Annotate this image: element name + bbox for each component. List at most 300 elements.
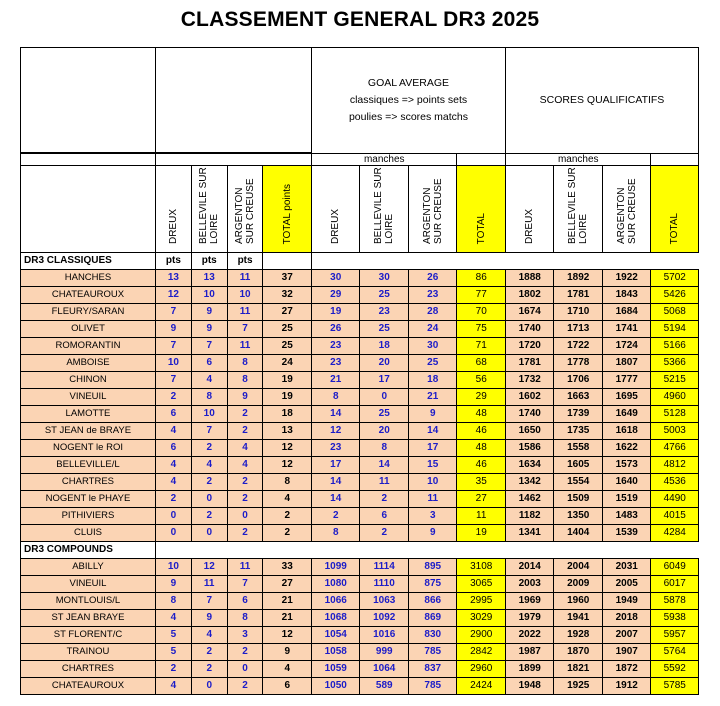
pts-label: pts [155,253,191,270]
goal-average-total: 71 [457,338,506,355]
goal-average-cell: 1080 [311,576,360,593]
goal-average-total: 2995 [457,593,506,610]
team-name: ABILLY [21,559,156,576]
goal-average-total: 46 [457,457,506,474]
goal-average-cell: 24 [408,321,457,338]
goal-average-cell: 999 [360,644,409,661]
goal-average-cell: 1068 [311,610,360,627]
score-cell: 1888 [505,270,554,287]
header-empty-points [155,48,311,153]
team-name: CHATEAUROUX [21,678,156,695]
total-points: 32 [263,287,312,304]
score-cell: 1674 [505,304,554,321]
score-cell: 1350 [554,508,603,525]
header-empty-team [21,48,156,153]
goal-average-total: 3029 [457,610,506,627]
team-name: ROMORANTIN [21,338,156,355]
points-cell: 2 [155,389,191,406]
points-cell: 9 [155,321,191,338]
goal-average-cell: 6 [360,508,409,525]
team-name: LAMOTTE [21,406,156,423]
goal-average-cell: 15 [408,457,457,474]
header-row-manches [21,154,699,166]
table-row [21,508,699,525]
score-total: 5592 [651,661,699,678]
team-name: VINEUIL [21,389,156,406]
table-row [21,644,699,661]
score-total: 5366 [651,355,699,372]
goal-average-cell: 8 [311,389,360,406]
score-cell: 1987 [505,644,554,661]
score-cell: 1739 [554,406,603,423]
section-header-row [21,253,699,270]
goal-average-total: 48 [457,406,506,423]
table-row [21,491,699,508]
score-cell: 1821 [554,661,603,678]
manches-spacer [457,154,506,166]
points-cell: 0 [155,508,191,525]
score-total: 5957 [651,627,699,644]
goal-average-cell: 23 [311,440,360,457]
points-cell: 6 [227,593,263,610]
table-row [21,372,699,389]
team-name: TRAINOU [21,644,156,661]
score-cell: 1649 [602,406,651,423]
score-cell: 1870 [554,644,603,661]
goal-average-total: 75 [457,321,506,338]
score-cell: 1907 [602,644,651,661]
goal-average-cell: 8 [311,525,360,542]
team-name: CHINON [21,372,156,389]
team-name: ST JEAN BRAYE [21,610,156,627]
score-total: 5003 [651,423,699,440]
points-cell: 2 [155,491,191,508]
score-total: 4812 [651,457,699,474]
points-cell: 10 [155,559,191,576]
manches-spacer [651,154,699,166]
goal-average-line-2: classiques => points sets [349,94,468,106]
column-header-label: TOTAL [475,212,487,244]
column-header-label: TOTAL [669,212,681,244]
points-cell: 4 [155,423,191,440]
score-total: 5702 [651,270,699,287]
goal-average-cell: 1110 [360,576,409,593]
score-cell: 1781 [505,355,554,372]
points-cell: 10 [155,355,191,372]
points-cell: 2 [155,661,191,678]
column-header [227,166,263,253]
score-total: 4284 [651,525,699,542]
points-cell: 7 [155,304,191,321]
points-cell: 2 [191,644,227,661]
points-cell: 7 [191,593,227,610]
points-cell: 2 [191,661,227,678]
column-header-label: DREUX [524,208,536,244]
score-cell: 1539 [602,525,651,542]
column-header [408,166,457,253]
score-cell: 1622 [602,440,651,457]
score-cell: 1404 [554,525,603,542]
score-cell: 2018 [602,610,651,627]
score-cell: 1960 [554,593,603,610]
goal-average-cell: 30 [408,338,457,355]
score-total: 5166 [651,338,699,355]
score-cell: 2009 [554,576,603,593]
score-cell: 2014 [505,559,554,576]
goal-average-cell: 3 [408,508,457,525]
team-name: CHARTRES [21,474,156,491]
goal-average-cell: 11 [360,474,409,491]
score-cell: 1182 [505,508,554,525]
goal-average-total: 2900 [457,627,506,644]
table-row [21,338,699,355]
section-title: DR3 CLASSIQUES [21,253,156,270]
points-cell: 8 [227,355,263,372]
total-points: 18 [263,406,312,423]
goal-average-cell: 1050 [311,678,360,695]
points-cell: 8 [227,610,263,627]
pts-label: pts [191,253,227,270]
points-cell: 5 [155,644,191,661]
column-header-label: BELLEVILE SUR LOIRE [567,167,590,244]
score-cell: 1684 [602,304,651,321]
points-cell: 11 [227,270,263,287]
goal-average-cell: 1114 [360,559,409,576]
table-row [21,440,699,457]
points-cell: 2 [191,440,227,457]
score-cell: 1618 [602,423,651,440]
team-name: ST JEAN de BRAYE [21,423,156,440]
points-cell: 2 [227,525,263,542]
column-header-label: DREUX [330,208,342,244]
score-cell: 1706 [554,372,603,389]
points-cell: 9 [191,610,227,627]
goal-average-cell: 14 [311,474,360,491]
total-points: 21 [263,593,312,610]
score-cell: 1892 [554,270,603,287]
score-total: 5785 [651,678,699,695]
goal-average-total: 86 [457,270,506,287]
goal-average-cell: 2 [360,491,409,508]
points-cell: 11 [227,338,263,355]
score-cell: 1573 [602,457,651,474]
goal-average-total: 35 [457,474,506,491]
score-cell: 1519 [602,491,651,508]
goal-average-total: 48 [457,440,506,457]
goal-average-cell: 1058 [311,644,360,661]
team-name: MONTLOUIS/L [21,593,156,610]
points-cell: 10 [191,287,227,304]
total-points: 24 [263,355,312,372]
column-header-row [21,166,699,253]
team-name: VINEUIL [21,576,156,593]
team-name: CHARTRES [21,661,156,678]
goal-average-cell: 14 [408,423,457,440]
score-cell: 1735 [554,423,603,440]
points-cell: 5 [155,627,191,644]
score-cell: 1802 [505,287,554,304]
table-row [21,627,699,644]
column-header [651,166,699,253]
goal-average-header [311,48,505,154]
team-name: HANCHES [21,270,156,287]
column-header [554,166,603,253]
score-cell: 1778 [554,355,603,372]
score-cell: 1483 [602,508,651,525]
goal-average-cell: 11 [408,491,457,508]
goal-average-cell: 785 [408,644,457,661]
section-header-row [21,542,699,559]
total-points: 33 [263,559,312,576]
goal-average-total: 70 [457,304,506,321]
goal-average-total: 68 [457,355,506,372]
section-title: DR3 COMPOUNDS [21,542,156,559]
score-total: 5938 [651,610,699,627]
points-cell: 4 [191,457,227,474]
section-empty-cell [311,253,698,270]
column-header [191,166,227,253]
goal-average-total: 27 [457,491,506,508]
points-cell: 8 [227,372,263,389]
table-row [21,661,699,678]
score-cell: 2022 [505,627,554,644]
table-row [21,406,699,423]
total-points: 2 [263,508,312,525]
manches-spacer [155,154,311,166]
table-row [21,457,699,474]
column-header-label: TOTAL points [281,183,293,244]
points-cell: 9 [227,389,263,406]
column-header-label: BELLEVILE SUR LOIRE [198,167,221,244]
score-cell: 1602 [505,389,554,406]
points-cell: 2 [227,474,263,491]
score-cell: 1949 [602,593,651,610]
goal-average-cell: 25 [360,406,409,423]
header-row-top [21,48,699,153]
table-row [21,423,699,440]
table-row [21,678,699,695]
goal-average-cell: 1066 [311,593,360,610]
points-cell: 4 [191,372,227,389]
points-cell: 8 [191,389,227,406]
goal-average-cell: 10 [408,474,457,491]
goal-average-cell: 8 [360,440,409,457]
points-cell: 10 [227,287,263,304]
table-row [21,610,699,627]
score-cell: 1634 [505,457,554,474]
page-title: CLASSEMENT GENERAL DR3 2025 [180,8,540,31]
points-cell: 2 [191,474,227,491]
points-cell: 9 [191,321,227,338]
points-cell: 7 [155,338,191,355]
score-total: 5426 [651,287,699,304]
score-cell: 1979 [505,610,554,627]
score-total: 4536 [651,474,699,491]
goal-average-cell: 875 [408,576,457,593]
score-cell: 1922 [602,270,651,287]
goal-average-cell: 26 [311,321,360,338]
points-cell: 11 [227,559,263,576]
team-name: CLUIS [21,525,156,542]
goal-average-cell: 26 [408,270,457,287]
goal-average-cell: 20 [360,423,409,440]
score-cell: 1928 [554,627,603,644]
goal-average-total: 3065 [457,576,506,593]
points-cell: 4 [227,440,263,457]
goal-average-total: 3108 [457,559,506,576]
goal-average-cell: 23 [311,338,360,355]
score-total: 5194 [651,321,699,338]
column-header [155,166,191,253]
goal-average-cell: 1063 [360,593,409,610]
goal-average-cell: 25 [360,321,409,338]
goal-average-cell: 14 [311,491,360,508]
score-cell: 1969 [505,593,554,610]
points-cell: 0 [227,508,263,525]
score-cell: 1341 [505,525,554,542]
points-cell: 0 [227,661,263,678]
total-points: 21 [263,610,312,627]
total-points: 9 [263,644,312,661]
score-total: 4015 [651,508,699,525]
goal-average-total: 77 [457,287,506,304]
column-header [311,166,360,253]
points-cell: 4 [155,610,191,627]
goal-average-total: 29 [457,389,506,406]
score-total: 5068 [651,304,699,321]
score-cell: 1777 [602,372,651,389]
goal-average-cell: 21 [311,372,360,389]
table-row [21,593,699,610]
team-name: ST FLORENT/C [21,627,156,644]
column-header-label: ARGENTON SUR CREUSE [421,178,444,244]
score-cell: 1720 [505,338,554,355]
points-cell: 7 [155,372,191,389]
total-points: 12 [263,627,312,644]
points-cell: 7 [227,576,263,593]
goal-average-cell: 20 [360,355,409,372]
score-cell: 1724 [602,338,651,355]
score-cell: 1605 [554,457,603,474]
score-cell: 1899 [505,661,554,678]
goal-average-total: 19 [457,525,506,542]
goal-average-cell: 589 [360,678,409,695]
points-cell: 6 [191,355,227,372]
table-row [21,576,699,593]
goal-average-line-1: GOAL AVERAGE [367,77,450,89]
scores-header: SCORES QUALIFICATIFS [505,48,698,154]
table-row [21,270,699,287]
goal-average-cell: 19 [311,304,360,321]
score-cell: 1509 [554,491,603,508]
score-cell: 1807 [602,355,651,372]
total-points: 2 [263,525,312,542]
team-name: PITHIVIERS [21,508,156,525]
goal-average-total: 11 [457,508,506,525]
score-cell: 1941 [554,610,603,627]
goal-average-total: 56 [457,372,506,389]
goal-average-cell: 1054 [311,627,360,644]
points-cell: 0 [191,678,227,695]
points-cell: 2 [191,508,227,525]
team-name: NOGENT le PHAYE [21,491,156,508]
points-cell: 6 [155,440,191,457]
points-cell: 0 [191,525,227,542]
goal-average-cell: 30 [360,270,409,287]
goal-average-cell: 2 [360,525,409,542]
goal-average-cell: 866 [408,593,457,610]
points-cell: 12 [191,559,227,576]
section-empty-cell [263,253,312,270]
points-cell: 2 [227,423,263,440]
points-cell: 8 [155,593,191,610]
score-cell: 1925 [554,678,603,695]
total-points: 25 [263,321,312,338]
score-cell: 2031 [602,559,651,576]
score-cell: 1650 [505,423,554,440]
score-cell: 1713 [554,321,603,338]
points-cell: 7 [191,423,227,440]
goal-average-cell: 14 [311,406,360,423]
score-total: 5128 [651,406,699,423]
score-cell: 1843 [602,287,651,304]
score-cell: 1342 [505,474,554,491]
points-cell: 4 [155,678,191,695]
goal-average-total: 46 [457,423,506,440]
table-row [21,389,699,406]
manches-label-scores: manches [505,154,651,166]
points-cell: 2 [227,644,263,661]
total-points: 25 [263,338,312,355]
total-points: 12 [263,440,312,457]
score-cell: 1554 [554,474,603,491]
score-cell: 1741 [602,321,651,338]
points-cell: 13 [191,270,227,287]
goal-average-cell: 17 [408,440,457,457]
goal-average-cell: 21 [408,389,457,406]
goal-average-cell: 18 [360,338,409,355]
goal-average-total: 2842 [457,644,506,661]
goal-average-cell: 23 [408,287,457,304]
total-points: 13 [263,423,312,440]
goal-average-cell: 785 [408,678,457,695]
goal-average-cell: 9 [408,525,457,542]
points-cell: 4 [155,474,191,491]
goal-average-line-3: poulies => scores matchs [348,111,469,123]
goal-average-cell: 1016 [360,627,409,644]
goal-average-cell: 14 [360,457,409,474]
points-cell: 10 [191,406,227,423]
goal-average-cell: 1099 [311,559,360,576]
goal-average-cell: 29 [311,287,360,304]
table-row [21,321,699,338]
score-cell: 1663 [554,389,603,406]
goal-average-cell: 2 [311,508,360,525]
team-name: FLEURY/SARAN [21,304,156,321]
goal-average-cell: 17 [311,457,360,474]
table-row [21,304,699,321]
points-cell: 2 [227,491,263,508]
goal-average-cell: 18 [408,372,457,389]
points-cell: 9 [155,576,191,593]
points-cell: 4 [227,457,263,474]
goal-average-cell: 0 [360,389,409,406]
manches-spacer [21,154,156,166]
table-row [21,474,699,491]
goal-average-cell: 23 [360,304,409,321]
points-cell: 0 [191,491,227,508]
pts-label: pts [227,253,263,270]
